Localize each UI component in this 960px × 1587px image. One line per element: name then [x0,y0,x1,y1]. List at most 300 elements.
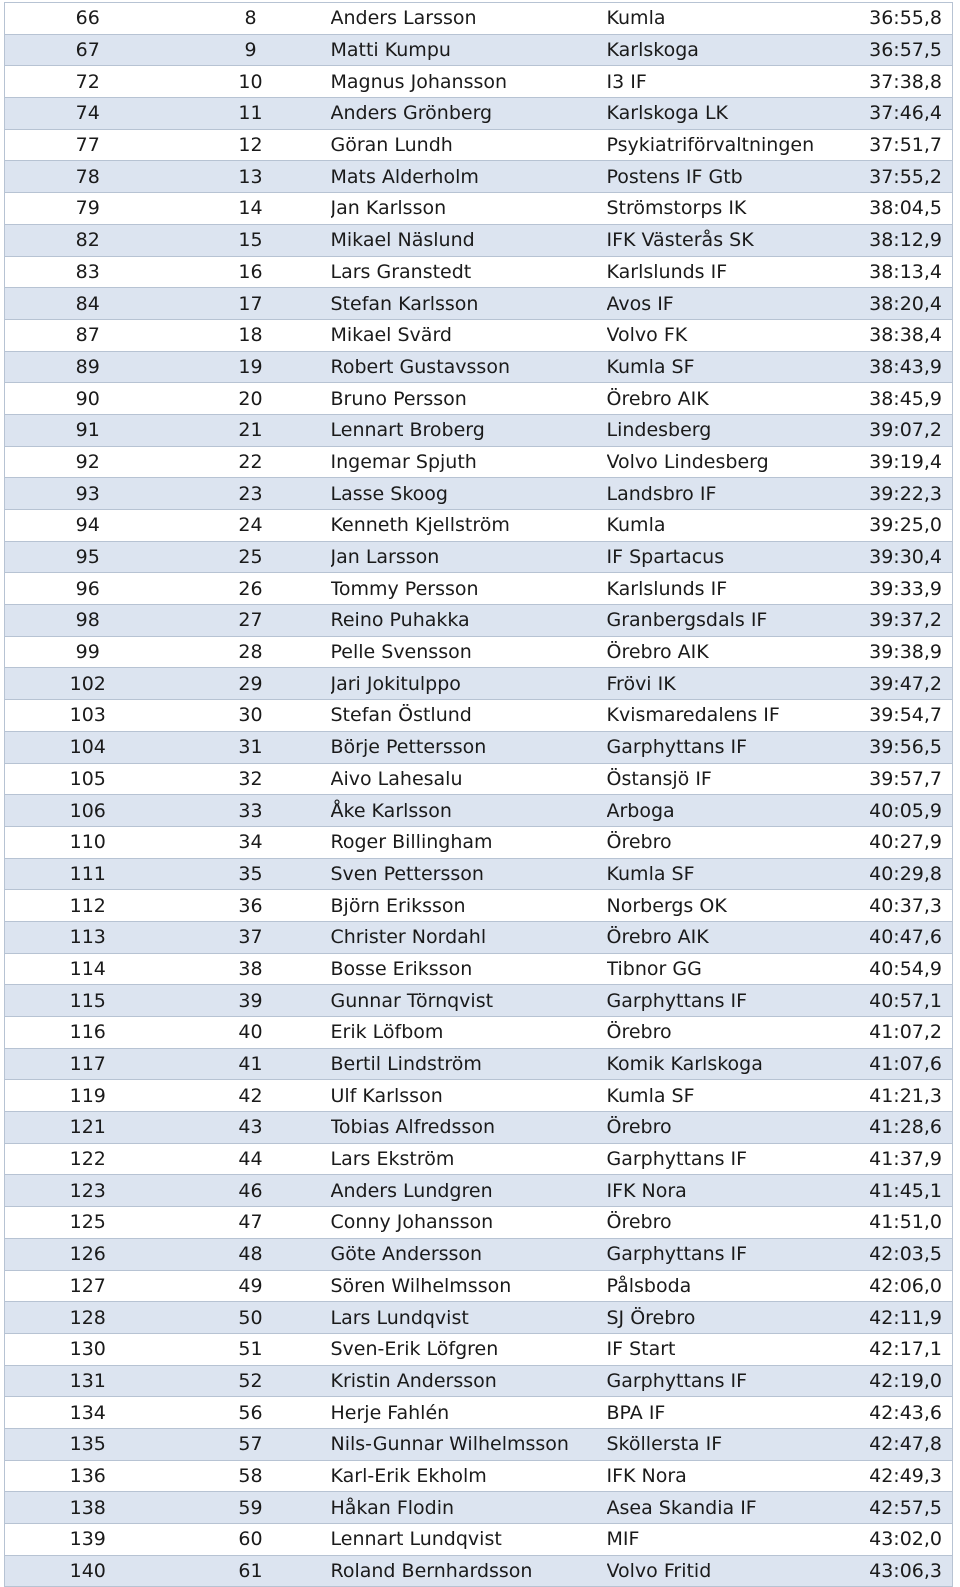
runner-name-cell: Anders Grönberg [331,98,607,130]
class-place-cell: 40 [171,1017,331,1049]
overall-place-cell: 79 [5,193,171,225]
club-cell: Örebro [607,826,857,858]
table-row [5,921,953,953]
runner-name-cell: Roland Bernhardsson [331,1555,607,1587]
club-cell: Norbergs OK [607,890,857,922]
club-cell: Psykiatriförvaltningen [607,129,857,161]
club-cell: Kvismaredalens IF [607,700,857,732]
runner-name-cell: Lars Ekström [331,1143,607,1175]
class-place-cell: 8 [171,3,331,35]
table-row [5,1207,953,1239]
table-row [5,890,953,922]
table-row [5,319,953,351]
club-cell: Garphyttans IF [607,1143,857,1175]
overall-place-cell: 122 [5,1143,171,1175]
class-place-cell: 41 [171,1048,331,1080]
club-cell: Garphyttans IF [607,731,857,763]
finish-time-cell: 39:47,2 [857,668,953,700]
runner-name-cell: Lars Lundqvist [331,1302,607,1334]
runner-name-cell: Gunnar Törnqvist [331,985,607,1017]
overall-place-cell: 117 [5,1048,171,1080]
finish-time-cell: 41:07,6 [857,1048,953,1080]
club-cell: BPA IF [607,1397,857,1429]
table-row [5,573,953,605]
overall-place-cell: 127 [5,1270,171,1302]
finish-time-cell: 39:38,9 [857,636,953,668]
runner-name-cell: Jari Jokitulppo [331,668,607,700]
class-place-cell: 48 [171,1238,331,1270]
class-place-cell: 60 [171,1524,331,1556]
class-place-cell: 49 [171,1270,331,1302]
overall-place-cell: 135 [5,1428,171,1460]
class-place-cell: 20 [171,383,331,415]
class-place-cell: 28 [171,636,331,668]
table-row [5,34,953,66]
runner-name-cell: Aivo Lahesalu [331,763,607,795]
club-cell: SJ Örebro [607,1302,857,1334]
class-place-cell: 51 [171,1333,331,1365]
runner-name-cell: Lennart Lundqvist [331,1524,607,1556]
class-place-cell: 35 [171,858,331,890]
finish-time-cell: 40:27,9 [857,826,953,858]
finish-time-cell: 41:45,1 [857,1175,953,1207]
finish-time-cell: 41:28,6 [857,1112,953,1144]
finish-time-cell: 37:51,7 [857,129,953,161]
finish-time-cell: 42:43,6 [857,1397,953,1429]
overall-place-cell: 74 [5,98,171,130]
class-place-cell: 30 [171,700,331,732]
runner-name-cell: Roger Billingham [331,826,607,858]
class-place-cell: 17 [171,288,331,320]
finish-time-cell: 39:25,0 [857,510,953,542]
table-row [5,383,953,415]
class-place-cell: 57 [171,1428,331,1460]
overall-place-cell: 72 [5,66,171,98]
finish-time-cell: 38:45,9 [857,383,953,415]
table-row [5,414,953,446]
table-row [5,193,953,225]
overall-place-cell: 66 [5,3,171,35]
overall-place-cell: 140 [5,1555,171,1587]
runner-name-cell: Magnus Johansson [331,66,607,98]
finish-time-cell: 38:43,9 [857,351,953,383]
class-place-cell: 13 [171,161,331,193]
finish-time-cell: 41:07,2 [857,1017,953,1049]
overall-place-cell: 96 [5,573,171,605]
finish-time-cell: 39:19,4 [857,446,953,478]
runner-name-cell: Herje Fahlén [331,1397,607,1429]
club-cell: Karlskoga [607,34,857,66]
table-row [5,858,953,890]
runner-name-cell: Tommy Persson [331,573,607,605]
overall-place-cell: 126 [5,1238,171,1270]
finish-time-cell: 40:05,9 [857,795,953,827]
class-place-cell: 32 [171,763,331,795]
class-place-cell: 42 [171,1080,331,1112]
club-cell: Garphyttans IF [607,985,857,1017]
club-cell: IF Start [607,1333,857,1365]
overall-place-cell: 102 [5,668,171,700]
club-cell: Strömstorps IK [607,193,857,225]
club-cell: Avos IF [607,288,857,320]
table-row [5,668,953,700]
runner-name-cell: Göte Andersson [331,1238,607,1270]
club-cell: Pålsboda [607,1270,857,1302]
finish-time-cell: 39:57,7 [857,763,953,795]
class-place-cell: 31 [171,731,331,763]
table-row [5,1492,953,1524]
club-cell: Karlskoga LK [607,98,857,130]
runner-name-cell: Sören Wilhelmsson [331,1270,607,1302]
table-row [5,1333,953,1365]
club-cell: IFK Nora [607,1175,857,1207]
overall-place-cell: 87 [5,319,171,351]
class-place-cell: 21 [171,414,331,446]
class-place-cell: 34 [171,826,331,858]
club-cell: Örebro AIK [607,921,857,953]
club-cell: Kumla [607,3,857,35]
runner-name-cell: Pelle Svensson [331,636,607,668]
finish-time-cell: 42:49,3 [857,1460,953,1492]
club-cell: Kumla [607,510,857,542]
finish-time-cell: 41:21,3 [857,1080,953,1112]
finish-time-cell: 39:56,5 [857,731,953,763]
overall-place-cell: 125 [5,1207,171,1239]
table-row [5,1238,953,1270]
finish-time-cell: 42:47,8 [857,1428,953,1460]
finish-time-cell: 41:51,0 [857,1207,953,1239]
class-place-cell: 43 [171,1112,331,1144]
table-row [5,985,953,1017]
overall-place-cell: 94 [5,510,171,542]
class-place-cell: 38 [171,953,331,985]
table-row [5,636,953,668]
club-cell: Volvo FK [607,319,857,351]
table-row [5,1302,953,1334]
club-cell: Östansjö IF [607,763,857,795]
overall-place-cell: 138 [5,1492,171,1524]
table-row [5,256,953,288]
club-cell: Postens IF Gtb [607,161,857,193]
runner-name-cell: Kristin Andersson [331,1365,607,1397]
finish-time-cell: 41:37,9 [857,1143,953,1175]
overall-place-cell: 121 [5,1112,171,1144]
overall-place-cell: 67 [5,34,171,66]
runner-name-cell: Sven-Erik Löfgren [331,1333,607,1365]
club-cell: Kumla SF [607,858,857,890]
club-cell: Volvo Lindesberg [607,446,857,478]
class-place-cell: 46 [171,1175,331,1207]
class-place-cell: 10 [171,66,331,98]
finish-time-cell: 42:06,0 [857,1270,953,1302]
runner-name-cell: Bruno Persson [331,383,607,415]
runner-name-cell: Karl-Erik Ekholm [331,1460,607,1492]
club-cell: Karlslunds IF [607,256,857,288]
club-cell: Landsbro IF [607,478,857,510]
finish-time-cell: 43:02,0 [857,1524,953,1556]
overall-place-cell: 114 [5,953,171,985]
club-cell: Volvo Fritid [607,1555,857,1587]
runner-name-cell: Mikael Näslund [331,224,607,256]
overall-place-cell: 99 [5,636,171,668]
overall-place-cell: 110 [5,826,171,858]
club-cell: Komik Karlskoga [607,1048,857,1080]
club-cell: Örebro [607,1017,857,1049]
club-cell: Karlslunds IF [607,573,857,605]
overall-place-cell: 84 [5,288,171,320]
overall-place-cell: 104 [5,731,171,763]
table-row [5,1143,953,1175]
finish-time-cell: 42:11,9 [857,1302,953,1334]
club-cell: IFK Nora [607,1460,857,1492]
club-cell: Garphyttans IF [607,1238,857,1270]
runner-name-cell: Håkan Flodin [331,1492,607,1524]
table-row [5,446,953,478]
class-place-cell: 44 [171,1143,331,1175]
class-place-cell: 59 [171,1492,331,1524]
class-place-cell: 58 [171,1460,331,1492]
class-place-cell: 61 [171,1555,331,1587]
overall-place-cell: 83 [5,256,171,288]
overall-place-cell: 119 [5,1080,171,1112]
overall-place-cell: 123 [5,1175,171,1207]
runner-name-cell: Ulf Karlsson [331,1080,607,1112]
finish-time-cell: 38:04,5 [857,193,953,225]
class-place-cell: 29 [171,668,331,700]
finish-time-cell: 36:57,5 [857,34,953,66]
table-row [5,1175,953,1207]
table-row [5,98,953,130]
class-place-cell: 16 [171,256,331,288]
overall-place-cell: 90 [5,383,171,415]
club-cell: MIF [607,1524,857,1556]
club-cell: IF Spartacus [607,541,857,573]
class-place-cell: 26 [171,573,331,605]
overall-place-cell: 115 [5,985,171,1017]
table-row [5,351,953,383]
club-cell: Örebro [607,1112,857,1144]
finish-time-cell: 37:46,4 [857,98,953,130]
runner-name-cell: Lennart Broberg [331,414,607,446]
table-row [5,288,953,320]
finish-time-cell: 42:57,5 [857,1492,953,1524]
overall-place-cell: 91 [5,414,171,446]
runner-name-cell: Robert Gustavsson [331,351,607,383]
table-row [5,161,953,193]
overall-place-cell: 95 [5,541,171,573]
class-place-cell: 23 [171,478,331,510]
class-place-cell: 52 [171,1365,331,1397]
results-table [4,2,953,1587]
finish-time-cell: 42:19,0 [857,1365,953,1397]
finish-time-cell: 40:54,9 [857,953,953,985]
overall-place-cell: 92 [5,446,171,478]
class-place-cell: 33 [171,795,331,827]
overall-place-cell: 93 [5,478,171,510]
finish-time-cell: 38:12,9 [857,224,953,256]
runner-name-cell: Nils-Gunnar Wilhelmsson [331,1428,607,1460]
club-cell: Tibnor GG [607,953,857,985]
club-cell: I3 IF [607,66,857,98]
runner-name-cell: Björn Eriksson [331,890,607,922]
finish-time-cell: 36:55,8 [857,3,953,35]
club-cell: Sköllersta IF [607,1428,857,1460]
runner-name-cell: Jan Karlsson [331,193,607,225]
finish-time-cell: 37:38,8 [857,66,953,98]
overall-place-cell: 112 [5,890,171,922]
overall-place-cell: 116 [5,1017,171,1049]
runner-name-cell: Tobias Alfredsson [331,1112,607,1144]
overall-place-cell: 98 [5,605,171,637]
club-cell: Örebro [607,1207,857,1239]
club-cell: IFK Västerås SK [607,224,857,256]
table-row [5,1397,953,1429]
table-row [5,1555,953,1587]
runner-name-cell: Stefan Östlund [331,700,607,732]
overall-place-cell: 130 [5,1333,171,1365]
runner-name-cell: Sven Pettersson [331,858,607,890]
club-cell: Kumla SF [607,1080,857,1112]
finish-time-cell: 42:17,1 [857,1333,953,1365]
runner-name-cell: Bosse Eriksson [331,953,607,985]
table-row [5,541,953,573]
table-row [5,1365,953,1397]
finish-time-cell: 39:37,2 [857,605,953,637]
table-row [5,3,953,35]
club-cell: Arboga [607,795,857,827]
finish-time-cell: 38:13,4 [857,256,953,288]
table-row [5,795,953,827]
overall-place-cell: 82 [5,224,171,256]
table-row [5,1112,953,1144]
finish-time-cell: 40:29,8 [857,858,953,890]
runner-name-cell: Åke Karlsson [331,795,607,827]
table-row [5,953,953,985]
club-cell: Örebro AIK [607,636,857,668]
finish-time-cell: 42:03,5 [857,1238,953,1270]
finish-time-cell: 37:55,2 [857,161,953,193]
table-row [5,1017,953,1049]
finish-time-cell: 39:30,4 [857,541,953,573]
runner-name-cell: Jan Larsson [331,541,607,573]
runner-name-cell: Göran Lundh [331,129,607,161]
runner-name-cell: Lars Granstedt [331,256,607,288]
club-cell: Örebro AIK [607,383,857,415]
table-row [5,763,953,795]
table-row [5,700,953,732]
class-place-cell: 12 [171,129,331,161]
runner-name-cell: Conny Johansson [331,1207,607,1239]
table-row [5,1080,953,1112]
class-place-cell: 24 [171,510,331,542]
class-place-cell: 22 [171,446,331,478]
overall-place-cell: 139 [5,1524,171,1556]
class-place-cell: 18 [171,319,331,351]
class-place-cell: 56 [171,1397,331,1429]
table-row [5,224,953,256]
overall-place-cell: 105 [5,763,171,795]
club-cell: Garphyttans IF [607,1365,857,1397]
class-place-cell: 50 [171,1302,331,1334]
runner-name-cell: Bertil Lindström [331,1048,607,1080]
class-place-cell: 9 [171,34,331,66]
overall-place-cell: 106 [5,795,171,827]
results-body [5,3,953,1587]
runner-name-cell: Mats Alderholm [331,161,607,193]
class-place-cell: 27 [171,605,331,637]
class-place-cell: 14 [171,193,331,225]
finish-time-cell: 40:47,6 [857,921,953,953]
club-cell: Asea Skandia IF [607,1492,857,1524]
runner-name-cell: Anders Larsson [331,3,607,35]
runner-name-cell: Mikael Svärd [331,319,607,351]
table-row [5,1428,953,1460]
runner-name-cell: Lasse Skoog [331,478,607,510]
overall-place-cell: 131 [5,1365,171,1397]
finish-time-cell: 39:54,7 [857,700,953,732]
club-cell: Granbergsdals IF [607,605,857,637]
finish-time-cell: 40:37,3 [857,890,953,922]
overall-place-cell: 103 [5,700,171,732]
class-place-cell: 36 [171,890,331,922]
table-row [5,1270,953,1302]
class-place-cell: 25 [171,541,331,573]
overall-place-cell: 89 [5,351,171,383]
finish-time-cell: 43:06,3 [857,1555,953,1587]
runner-name-cell: Reino Puhakka [331,605,607,637]
runner-name-cell: Anders Lundgren [331,1175,607,1207]
overall-place-cell: 134 [5,1397,171,1429]
table-row [5,478,953,510]
runner-name-cell: Christer Nordahl [331,921,607,953]
runner-name-cell: Ingemar Spjuth [331,446,607,478]
overall-place-cell: 136 [5,1460,171,1492]
runner-name-cell: Matti Kumpu [331,34,607,66]
finish-time-cell: 39:33,9 [857,573,953,605]
table-row [5,510,953,542]
table-row [5,66,953,98]
table-row [5,605,953,637]
club-cell: Lindesberg [607,414,857,446]
finish-time-cell: 40:57,1 [857,985,953,1017]
class-place-cell: 37 [171,921,331,953]
finish-time-cell: 39:07,2 [857,414,953,446]
class-place-cell: 11 [171,98,331,130]
overall-place-cell: 77 [5,129,171,161]
overall-place-cell: 128 [5,1302,171,1334]
table-row [5,1524,953,1556]
table-row [5,1048,953,1080]
overall-place-cell: 111 [5,858,171,890]
table-row [5,1460,953,1492]
runner-name-cell: Erik Löfbom [331,1017,607,1049]
overall-place-cell: 78 [5,161,171,193]
table-row [5,826,953,858]
runner-name-cell: Börje Pettersson [331,731,607,763]
finish-time-cell: 38:38,4 [857,319,953,351]
class-place-cell: 39 [171,985,331,1017]
class-place-cell: 19 [171,351,331,383]
finish-time-cell: 38:20,4 [857,288,953,320]
runner-name-cell: Kenneth Kjellström [331,510,607,542]
class-place-cell: 47 [171,1207,331,1239]
club-cell: Frövi IK [607,668,857,700]
table-row [5,129,953,161]
club-cell: Kumla SF [607,351,857,383]
class-place-cell: 15 [171,224,331,256]
finish-time-cell: 39:22,3 [857,478,953,510]
overall-place-cell: 113 [5,921,171,953]
